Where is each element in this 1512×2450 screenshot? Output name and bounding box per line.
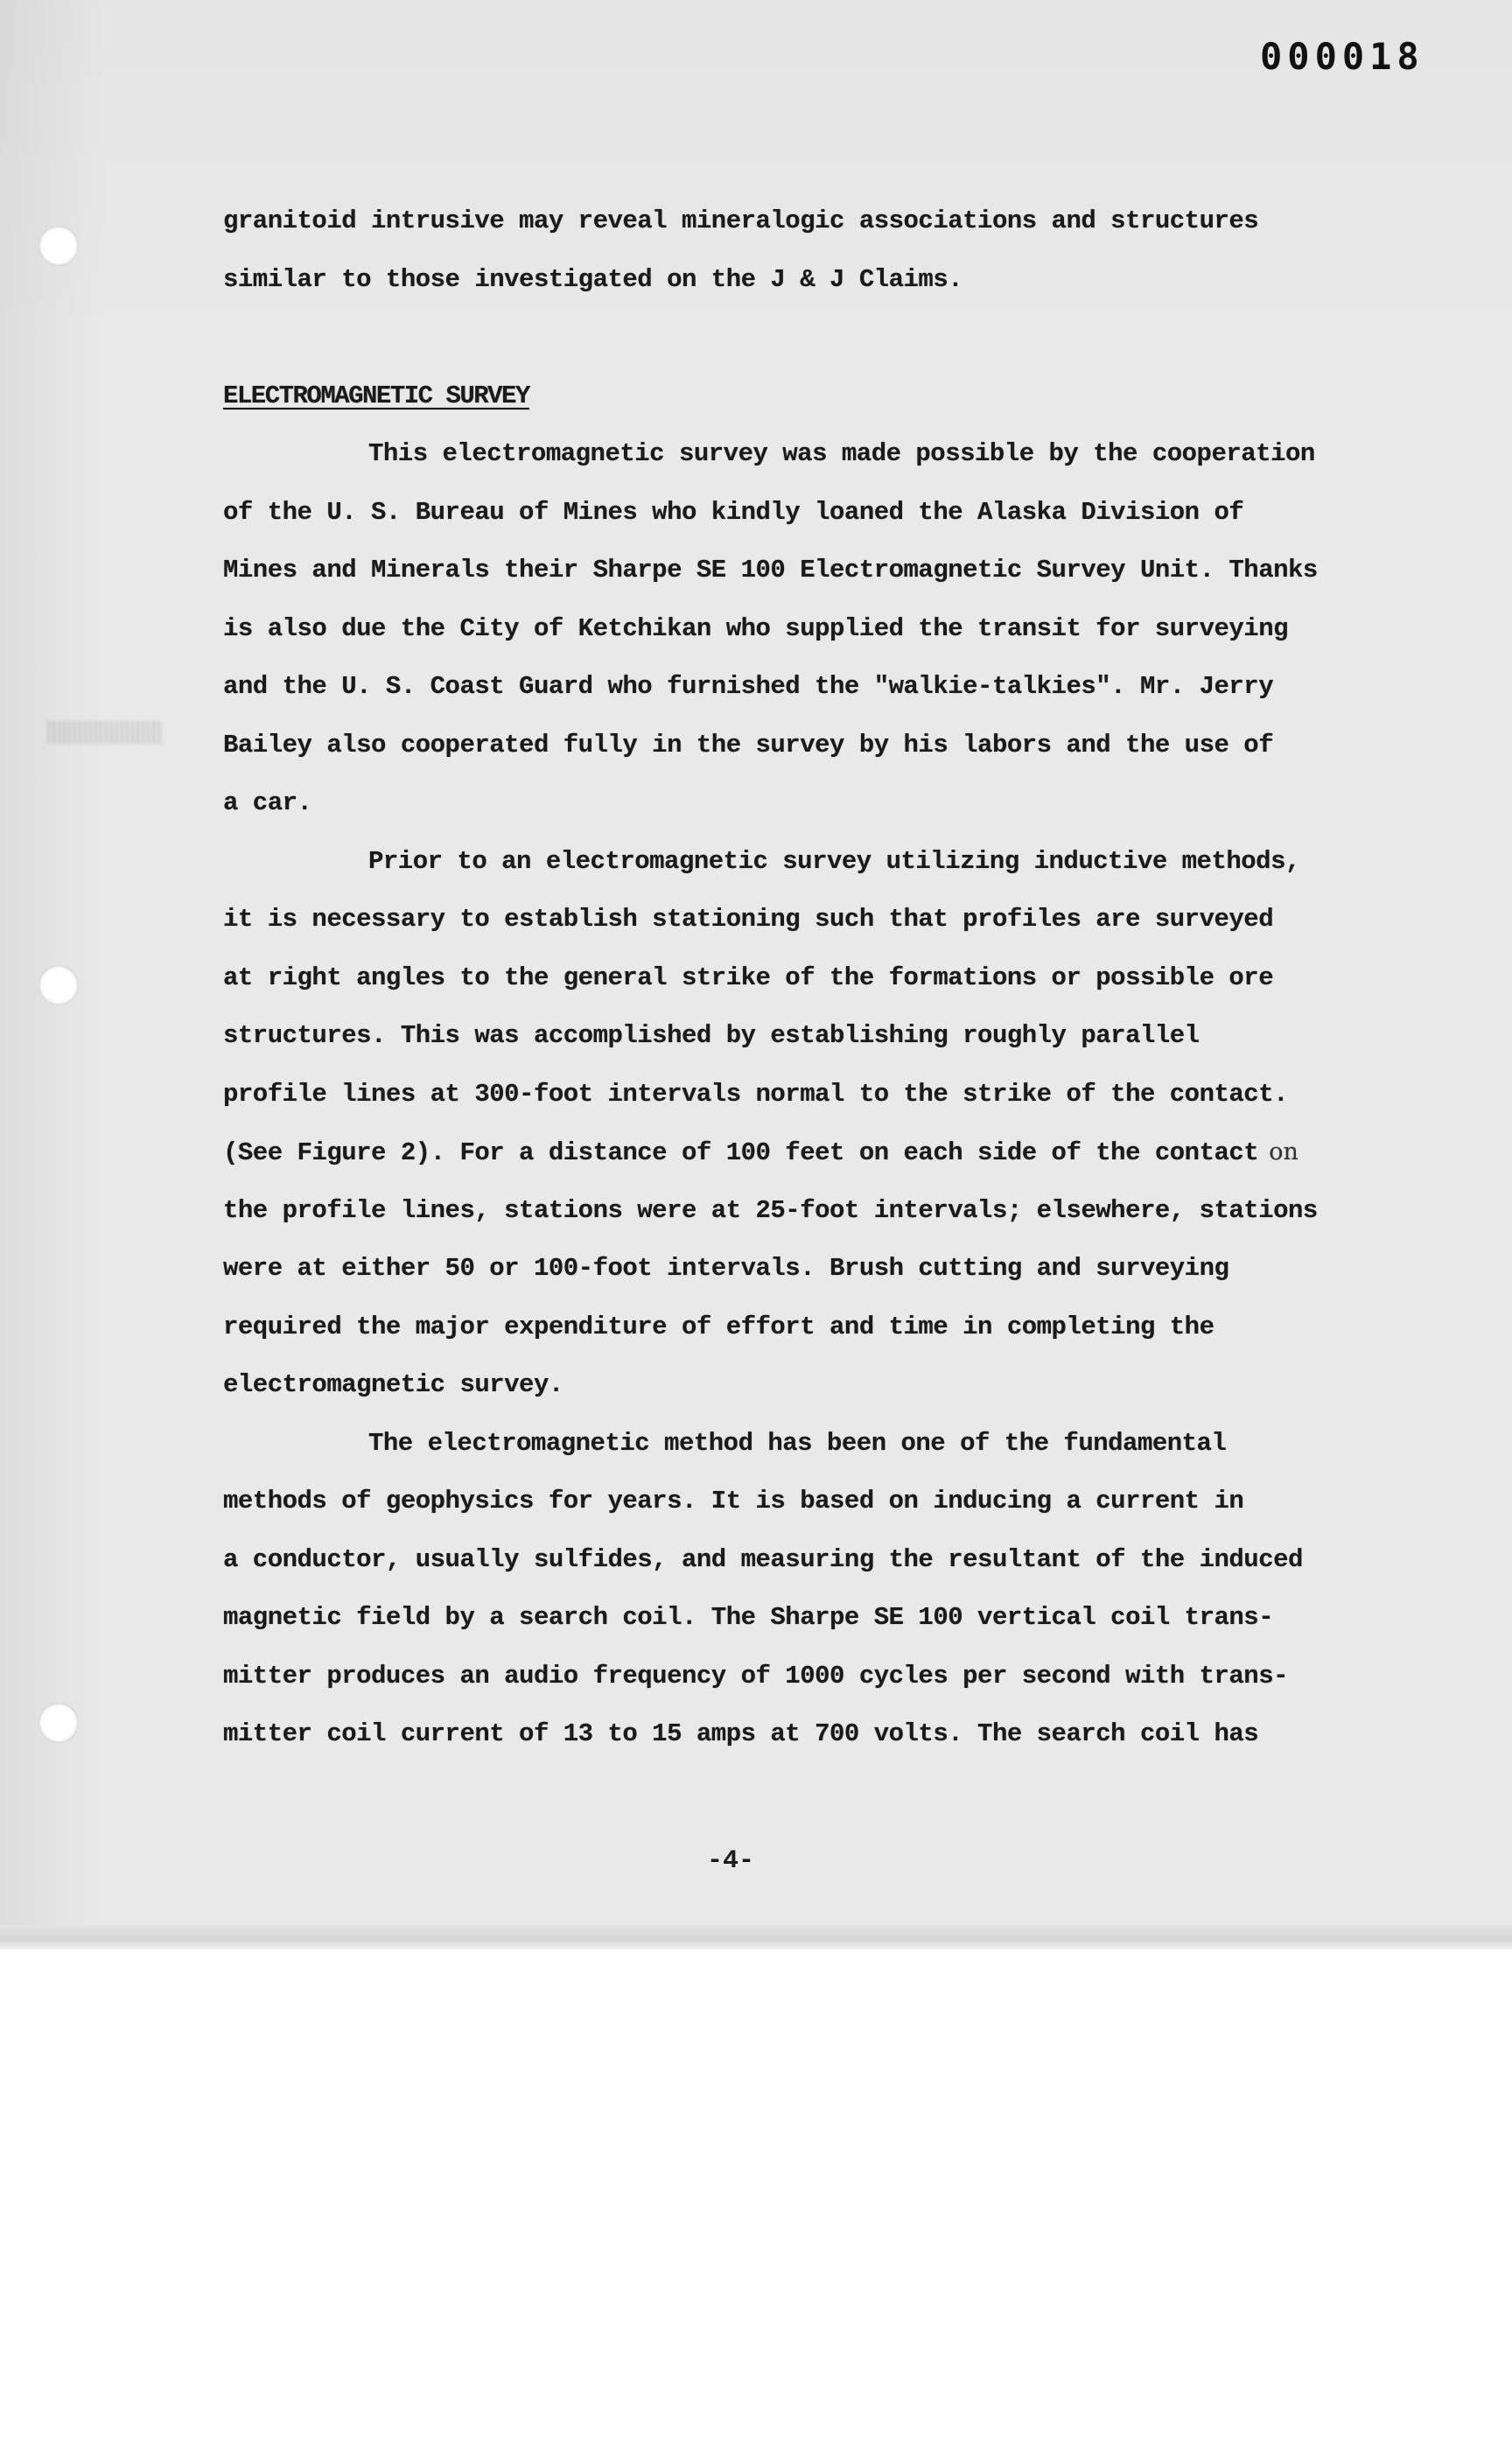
section-heading: ELECTROMAGNETIC SURVEY (223, 381, 529, 410)
text-line: granitoid intrusive may reveal mineralogic associations and structures (223, 206, 1259, 235)
text-line: it is necessary to establish stationing such that profiles are surveyed (223, 905, 1274, 934)
text-line: methods of geophysics for years. It is based on inducing a current in (223, 1487, 1244, 1516)
text-line: the profile lines, stations were at 25-foot intervals; elsewhere, stations (223, 1195, 1318, 1225)
text-line: Prior to an electromagnetic survey utilizing inductive methods, (368, 846, 1300, 876)
text-line: Bailey also cooperated fully in the survey by his labors and the use of (223, 730, 1274, 760)
text-line: a car. (223, 788, 312, 817)
text-line: a conductor, usually sulfides, and measuring the resultant of the induced (223, 1544, 1303, 1574)
text-line: at right angles to the general strike of the formations or possible ore (223, 962, 1274, 992)
text-line: (See Figure 2). For a distance of 100 feet on each side of the contact (223, 1138, 1259, 1167)
text-line: structures. This was accomplished by establishing roughly parallel (223, 1021, 1200, 1050)
text-line: mitter produces an audio frequency of 1000 cycles per second with trans- (223, 1661, 1289, 1690)
text-line: Mines and Minerals their Sharpe SE 100 Electromagnetic Survey Unit. Thanks (223, 556, 1318, 584)
text-line: is also due the City of Ketchikan who supplied the transit for surveying (223, 613, 1289, 643)
margin-note: on (1269, 1138, 1298, 1166)
punch-hole-top (38, 226, 79, 266)
text-line: magnetic field by a search coil. The Sharpe SE 100 vertical coil trans- (223, 1603, 1274, 1632)
body-text (223, 192, 1361, 1764)
punch-hole-bottom (38, 1703, 79, 1743)
text-line-with-note (223, 1124, 1361, 1182)
page-edge (0, 1925, 1512, 1950)
text-line: This electromagnetic survey was made possible by the cooperation (368, 439, 1315, 468)
page-number: -4- (707, 1846, 755, 1876)
text-line: were at either 50 or 100-foot intervals. Brush cutting and surveying (223, 1254, 1229, 1283)
text-line: mitter coil current of 13 to 15 amps at 700 volts. The search coil has (223, 1719, 1259, 1748)
text-line: of the U. S. Bureau of Mines who kindly loaned the Alaska Division of (223, 497, 1244, 527)
text-line: electromagnetic survey. (223, 1370, 564, 1399)
punch-hole-middle (38, 965, 79, 1005)
text-line: similar to those investigated on the J & J Claims. (223, 264, 963, 294)
text-line: and the U. S. Coast Guard who furnished the "walkie-talkies". Mr. Jerry (223, 672, 1274, 701)
blank-line (223, 309, 1361, 368)
section-heading-line (223, 368, 1361, 426)
text-line: The electromagnetic method has been one of the fundamental (368, 1428, 1227, 1458)
ink-smudge (47, 721, 163, 744)
text-line: profile lines at 300-foot intervals normal to the strike of the contact. (223, 1079, 1289, 1109)
document-number: 000018 (1260, 35, 1424, 78)
text-line: required the major expenditure of effort and time in completing the (223, 1312, 1214, 1341)
